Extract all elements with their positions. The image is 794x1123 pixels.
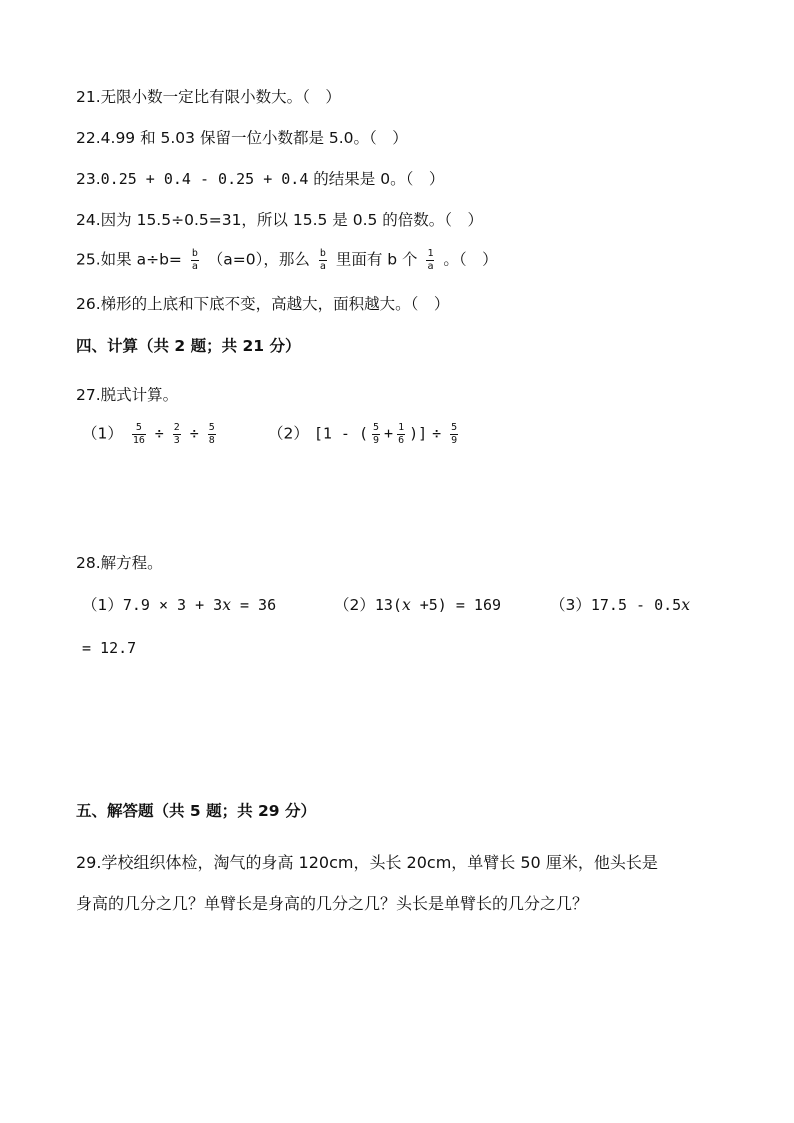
- question-28-title: 28.解方程。: [76, 554, 163, 572]
- question-23-suffix: 的结果是 0。（ ）: [308, 170, 445, 188]
- fraction-b-over-a-2: $\frac{b}{a}$: [319, 248, 326, 272]
- part-2-label: （2）: [334, 596, 375, 614]
- part-3-label: （3）: [550, 596, 591, 614]
- fraction-1-over-a: $\frac{1}{a}$: [427, 248, 434, 272]
- fraction-1-over-6: $\frac{1}{6}$: [398, 422, 405, 446]
- question-29-line-2: 身高的几分之几？单臂长是身高的几分之几？头长是单臂长的几分之几？: [76, 894, 589, 913]
- question-28-part-2: [334, 598, 501, 614]
- equation-2-left: 13(: [374, 596, 402, 614]
- section-5-heading: 五、解答题（共 5 题；共 29 分）: [76, 802, 316, 820]
- part-2-label: （2）: [268, 424, 309, 443]
- question-26: 26.梯形的上底和下底不变，高越大，面积越大。（ ）: [76, 295, 450, 313]
- question-25: [76, 248, 498, 272]
- equation-3-left: 17.5 - 0.5: [590, 596, 682, 614]
- bracket-close: )]: [409, 424, 428, 443]
- fraction-5-over-16: $\frac{5}{16}$: [132, 422, 145, 446]
- variable-x: x: [222, 596, 231, 614]
- question-28-part-1: [82, 598, 276, 614]
- question-25-prefix: 25.如果 a÷b=: [76, 250, 182, 269]
- question-25-middle: 里面有 b 个: [335, 250, 418, 269]
- equation-1-left: 7.9 × 3 + 3: [122, 596, 223, 614]
- question-23: [76, 172, 444, 188]
- variable-x: x: [401, 596, 411, 614]
- question-23-expression: 0.25 + 0.4 - 0.25 + 0.4: [100, 170, 309, 188]
- equation-2-right: +5) = 169: [410, 596, 502, 614]
- question-21: 21.无限小数一定比有限小数大。（ ）: [76, 88, 341, 106]
- fraction-5-over-9: $\frac{5}{9}$: [373, 422, 380, 446]
- question-27-part-2: [268, 422, 462, 446]
- question-28-part-3: [550, 598, 690, 614]
- fraction-2-over-3: $\frac{2}{3}$: [173, 422, 180, 446]
- question-23-prefix: 23.: [76, 170, 101, 188]
- equation-3-continuation: = 12.7: [82, 639, 137, 657]
- fraction-5-over-8: $\frac{5}{8}$: [208, 422, 215, 446]
- question-22: 22.4.99 和 5.03 保留一位小数都是 5.0。（ ）: [76, 129, 408, 147]
- bracket-open: [1 - (: [313, 424, 368, 443]
- question-24: 24.因为 15.5÷0.5=31，所以 15.5 是 0.5 的倍数。（ ）: [76, 211, 484, 229]
- question-25-suffix: 。（ ）: [443, 250, 498, 269]
- divide-sign: ÷: [432, 424, 442, 443]
- equation-1-right: = 36: [230, 596, 277, 614]
- plus-sign: +: [384, 424, 394, 443]
- question-27-part-1: [82, 422, 220, 446]
- part-1-label: （1）: [82, 424, 123, 443]
- question-27-title: 27.脱式计算。: [76, 386, 179, 404]
- variable-x: x: [681, 596, 690, 614]
- fraction-b-over-a: $\frac{b}{a}$: [191, 248, 198, 272]
- divide-sign: ÷: [189, 424, 199, 443]
- question-25-condition: （a=0），那么: [207, 250, 310, 269]
- question-29-line-1: 29.学校组织体检，淘气的身高 120cm，头长 20cm，单臂长 50 厘米，他头长是: [76, 853, 658, 872]
- fraction-5-over-9-2: $\frac{5}{9}$: [451, 422, 458, 446]
- section-4-heading: 四、计算（共 2 题；共 21 分）: [76, 337, 301, 355]
- part-1-label: （1）: [82, 596, 123, 614]
- divide-sign: ÷: [154, 424, 164, 443]
